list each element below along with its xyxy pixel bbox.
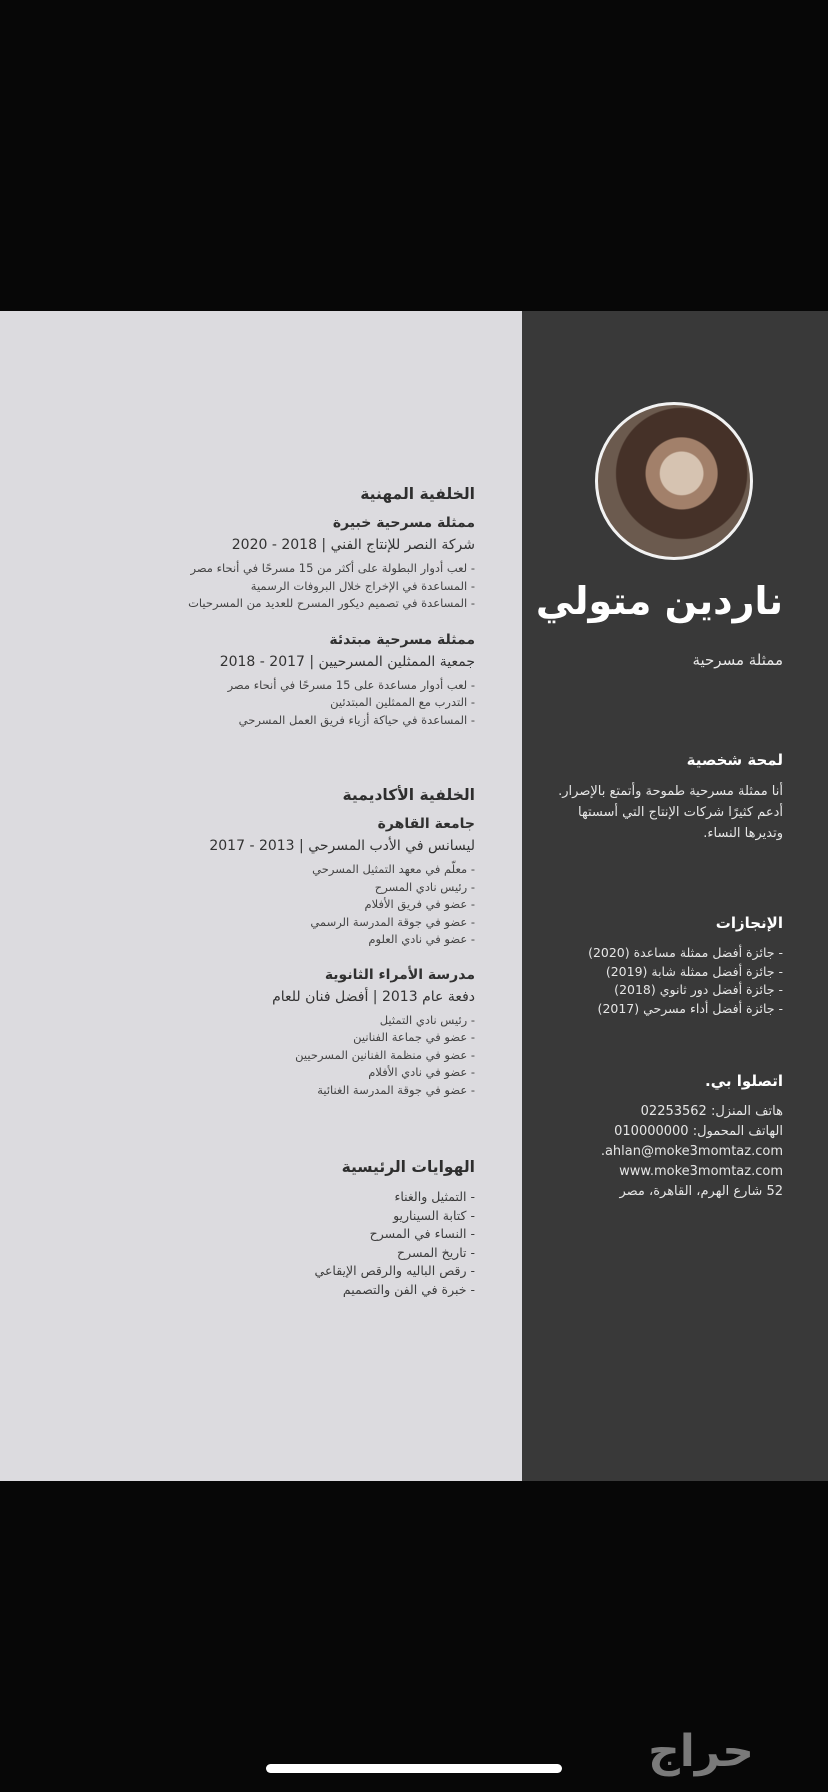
profile-title: ممثلة مسرحية [692,651,783,669]
profile-photo [595,402,753,560]
school-title: جامعة القاهرة [377,816,475,832]
school-bullet: - عضو في جوقة المدرسة الغنائية [317,1082,475,1097]
professional-heading: الخلفية المهنية [360,485,475,503]
about-section [553,751,783,844]
hobby-item: - كتابة السيناريو [393,1207,475,1223]
school-entry [55,816,475,949]
job-entry [55,632,475,730]
hobbies-heading: الهوايات الرئيسية [341,1158,475,1176]
address: 52 شارع الهرم، القاهرة، مصر [619,1184,783,1199]
job-org: جمعية الممثلين المسرحيين | 2017 - 2018 [219,653,475,670]
job-title: ممثلة مسرحية مبتدئة [329,631,475,648]
job-bullet: - المساعدة في تصميم ديكور المسرح للعديد من المسرحيات [188,596,475,610]
school-bullet: - عضو في جماعة الفنانين [353,1030,475,1044]
home-indicator[interactable] [266,1764,562,1773]
school-degree: ليسانس في الأدب المسرحي | 2013 - 2017 [209,838,475,854]
job-bullet: - المساعدة في الإخراج خلال البروفات الرسمية [250,578,475,593]
school-bullet: - عضو في جوقة المدرسة الرسمي [310,914,475,929]
job-bullet: - التدرب مع الممثلين المبتدئين [330,695,475,709]
contact-heading: اتصلوا بي. [705,1072,783,1090]
achievement-item: - جائزة أفضل ممثلة شابة (2019) [605,963,783,979]
achievements-section [553,914,783,1018]
school-title: مدرسة الأمراء الثانوية [324,966,475,983]
job-bullet: - المساعدة في حياكة أزياء فريق العمل المسرحي [238,712,475,727]
contact-section [553,1072,783,1202]
job-title: ممثلة مسرحية خبيرة [332,515,475,531]
website: www.moke3momtaz.com [619,1164,783,1179]
hobbies-section [55,1158,475,1299]
academic-heading: الخلفية الأكاديمية [342,786,475,804]
school-degree: دفعة عام 2013 | أفضل فنان للعام [272,988,475,1005]
hobby-item: - التمثيل والغناء [394,1189,475,1204]
school-entry [55,967,475,1100]
achievements-heading: الإنجازات [715,914,783,932]
achievement-item: - جائزة أفضل ممثلة مساعدة (2020) [588,945,783,960]
school-bullet: - معلّم في معهد التمثيل المسرحي [312,862,475,876]
school-bullet: - عضو في منظمة الفنانين المسرحيين [295,1047,475,1062]
about-text: أنا ممثلة مسرحية طموحة وأتمتع بالإصرار. أدعم كثيرًا شركات الإنتاج التي أسستها وتديرها النساء. [558,784,783,841]
achievement-item: - جائزة أفضل أداء مسرحي (2017) [597,1000,783,1016]
home-phone: هاتف المنزل: 02253562 [640,1104,783,1119]
academic-section [55,786,475,1099]
school-bullet: - عضو في فريق الأفلام [364,897,475,911]
resume-main [55,311,475,1481]
hobby-item: - رقص الباليه والرقص الإيقاعي [314,1263,475,1278]
school-bullet: - رئيس نادي التمثيل [379,1012,475,1027]
hobby-item: - خبرة في الفن والتصميم [342,1281,475,1297]
resume-page [0,311,828,1481]
mobile-phone: الهاتف المحمول: 010000000 [614,1124,783,1139]
hobby-item: - تاريخ المسرح [397,1244,475,1260]
resume-sidebar [522,311,828,1481]
professional-section [55,485,475,729]
about-heading: لمحة شخصية [686,751,783,769]
job-bullet: - لعب أدوار البطولة على أكثر من 15 مسرحًا في أنحاء مصر [190,561,475,575]
hobby-item: - النساء في المسرح [369,1226,475,1241]
email: ahlan@moke3momtaz.com. [600,1144,783,1159]
school-bullet: - رئيس نادي المسرح [374,879,475,894]
job-org: شركة النصر للإنتاج الفني | 2018 - 2020 [231,537,475,553]
haraj-watermark-logo: حراج [648,1726,754,1777]
job-bullet: - لعب أدوار مساعدة على 15 مسرحًا في أنحاء مصر [227,677,475,692]
school-bullet: - عضو في نادي العلوم [368,932,475,946]
job-entry [55,515,475,613]
profile-name: ناردين متولي [535,579,783,623]
achievement-item: - جائزة أفضل دور ثانوي (2018) [614,982,783,997]
school-bullet: - عضو في نادي الأفلام [368,1065,475,1079]
